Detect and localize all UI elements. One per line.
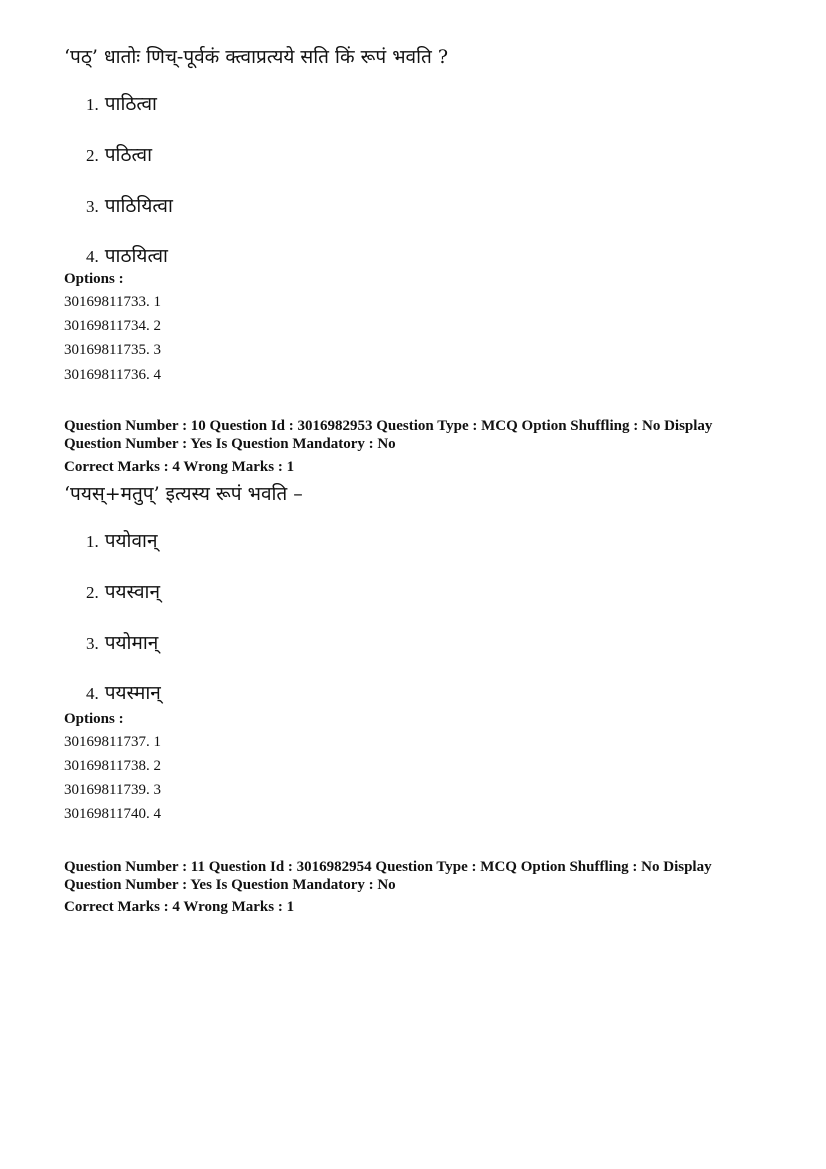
choice-number: 2. <box>86 146 99 165</box>
question-10-meta-line-2: Question Number : Yes Is Question Mandatory : No <box>64 436 396 452</box>
choice-text: पयोमान् <box>104 632 159 654</box>
question-10-text: ‘पयस्+मतुप्’ इत्यस्य रूपं भवति – <box>64 483 303 505</box>
choice-text: पाठियित्वा <box>104 195 173 217</box>
choice-text: पयोवान् <box>104 530 158 552</box>
choice-text: पाठित्वा <box>104 93 157 115</box>
question-9-option-id-1: 30169811733. 1 <box>64 294 161 310</box>
question-9-option-id-2: 30169811734. 2 <box>64 318 161 334</box>
question-10-option-id-3: 30169811739. 3 <box>64 782 161 798</box>
question-9-options-label: Options : <box>64 271 124 287</box>
choice-number: 4. <box>86 247 99 266</box>
question-10-option-id-4: 30169811740. 4 <box>64 806 161 822</box>
question-11-meta-line-2: Question Number : Yes Is Question Mandatory : No <box>64 877 396 893</box>
question-9-option-id-4: 30169811736. 4 <box>64 367 161 383</box>
question-9-choice-4 <box>86 243 168 270</box>
choice-text: पयस्वान् <box>104 581 160 603</box>
question-9-text: ‘पठ्’ धातोः णिच्-पूर्वकं क्त्वाप्रत्यये सति किं रूपं भवति ? <box>64 46 449 68</box>
question-10-option-id-2: 30169811738. 2 <box>64 758 161 774</box>
question-10-meta-line-1: Question Number : 10 Question Id : 3016982953 Question Type : MCQ Option Shuffling : No Display <box>64 418 713 434</box>
question-10-option-id-1: 30169811737. 1 <box>64 734 161 750</box>
question-9-choice-1 <box>86 91 157 118</box>
choice-number: 2. <box>86 583 99 602</box>
choice-text: पाठयित्वा <box>104 245 168 267</box>
question-10-choice-4 <box>86 680 161 707</box>
choice-text: पयस्मान् <box>104 682 161 704</box>
question-9-choice-3 <box>86 193 173 220</box>
question-9-choice-2 <box>86 142 152 169</box>
question-11-meta-line-3: Correct Marks : 4 Wrong Marks : 1 <box>64 899 295 915</box>
question-10-options-label: Options : <box>64 711 124 727</box>
question-10-choice-1 <box>86 528 158 555</box>
choice-number: 1. <box>86 532 99 551</box>
choice-number: 3. <box>86 634 99 653</box>
choice-number: 4. <box>86 684 99 703</box>
choice-text: पठित्वा <box>104 144 153 166</box>
choice-number: 1. <box>86 95 99 114</box>
question-9-option-id-3: 30169811735. 3 <box>64 342 161 358</box>
choice-number: 3. <box>86 197 99 216</box>
question-10-choice-2 <box>86 579 160 606</box>
question-11-meta-line-1: Question Number : 11 Question Id : 3016982954 Question Type : MCQ Option Shuffling : No Display <box>64 859 712 875</box>
question-10-meta-line-3: Correct Marks : 4 Wrong Marks : 1 <box>64 459 295 475</box>
question-10-choice-3 <box>86 630 158 657</box>
